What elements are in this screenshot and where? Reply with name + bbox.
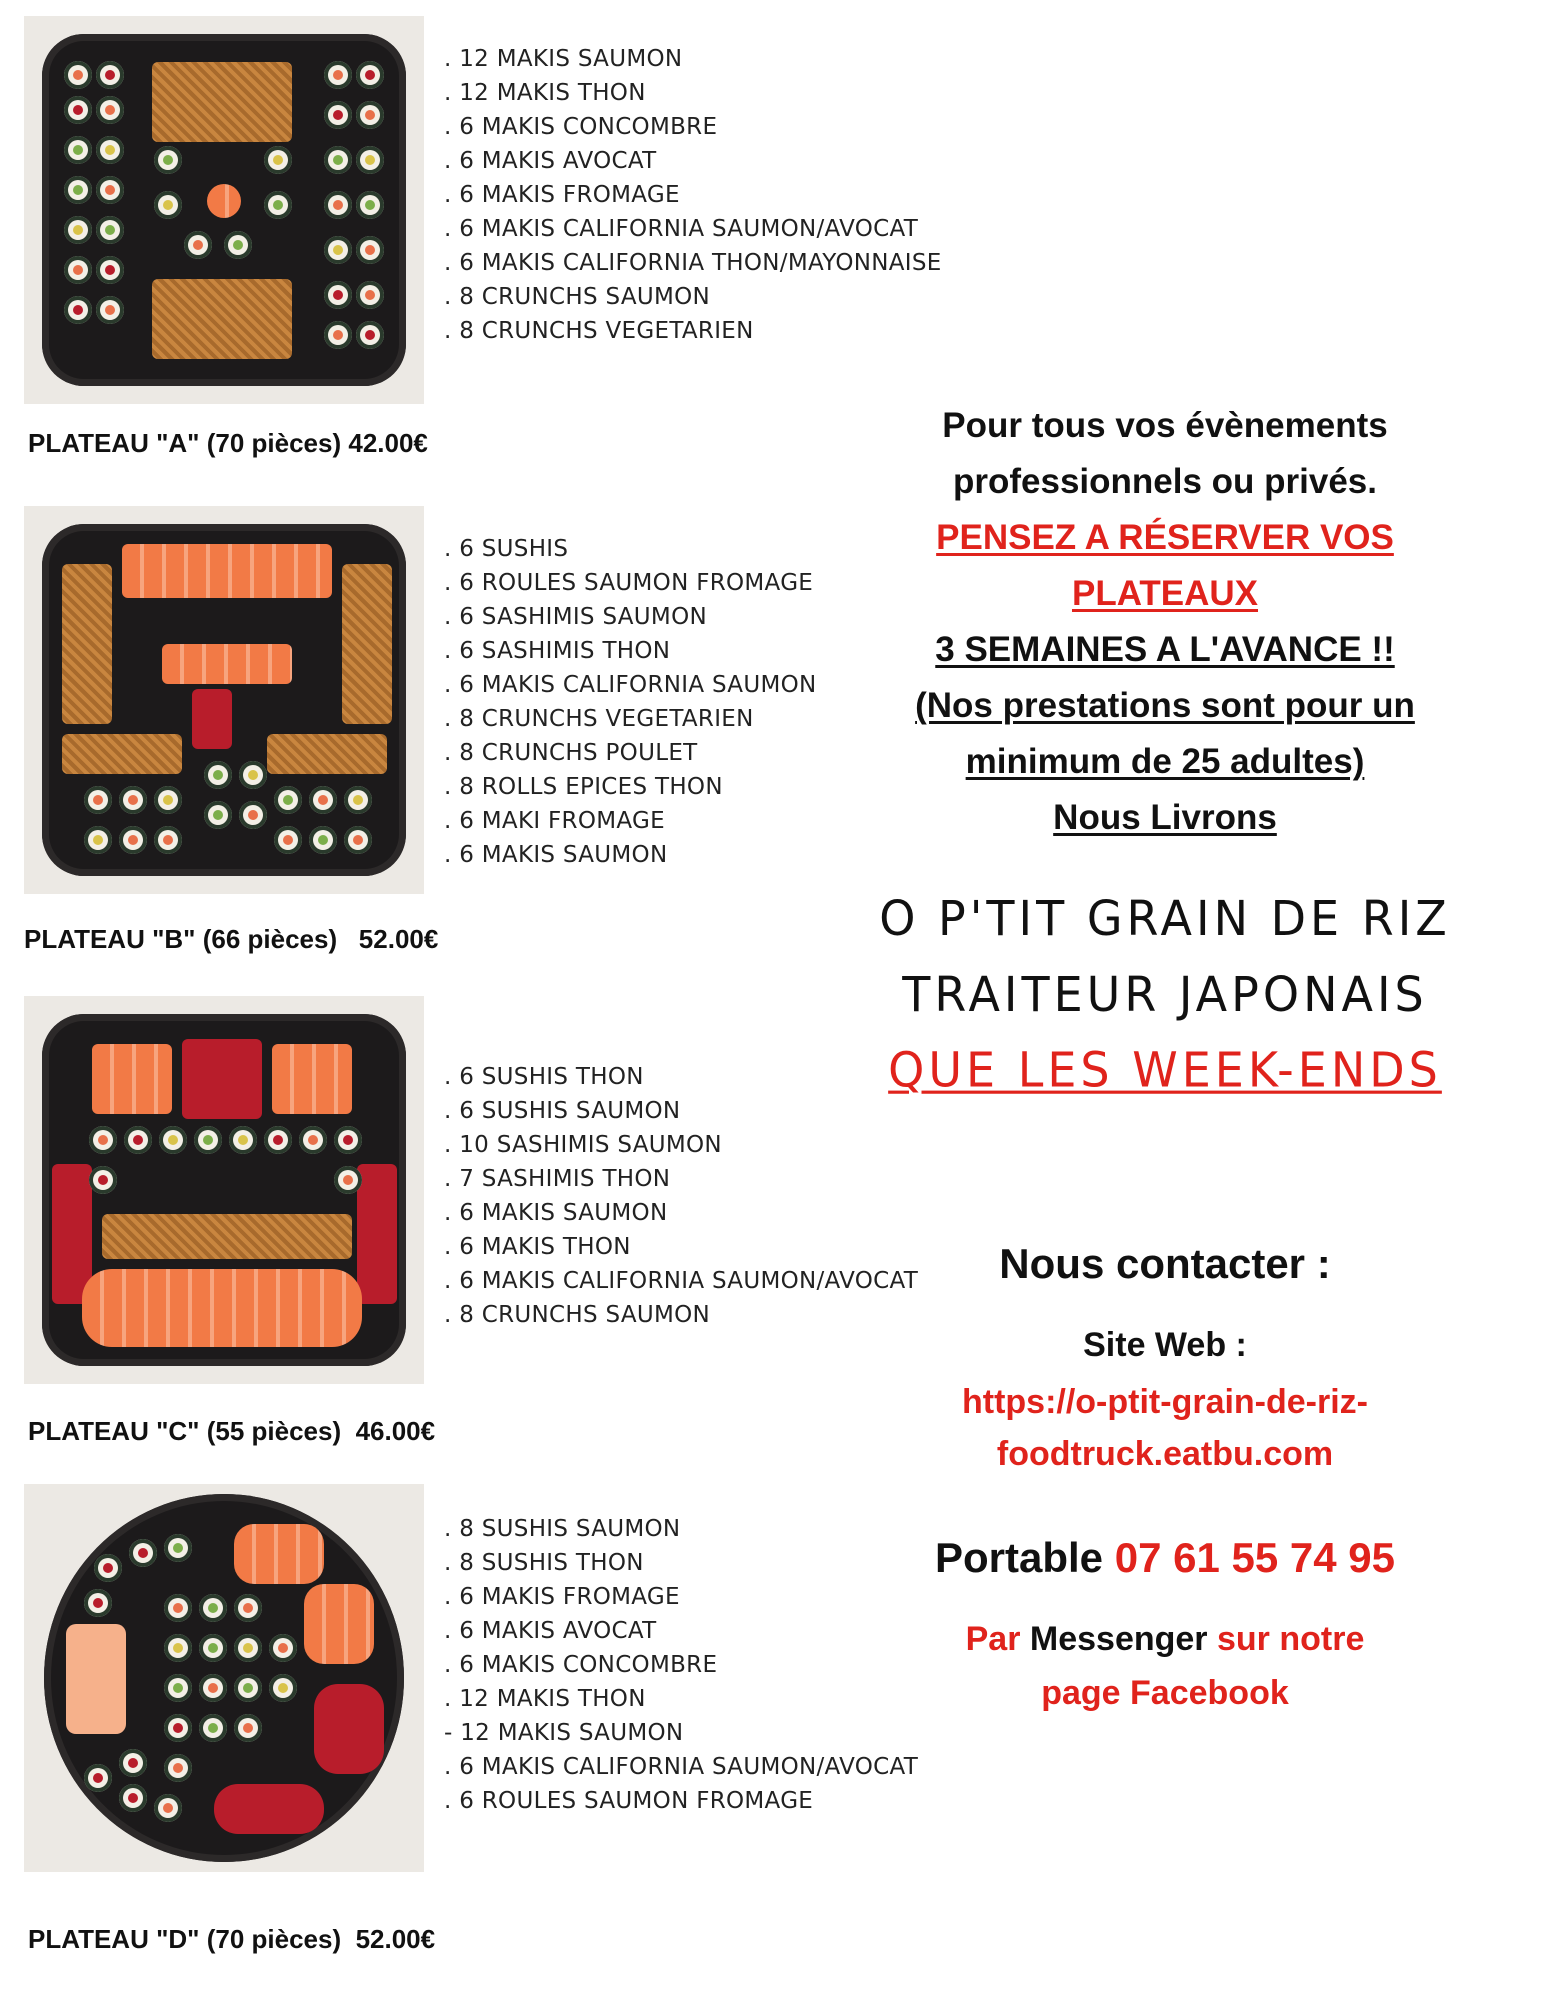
list-item: . 6 SUSHIS SAUMON bbox=[444, 1098, 681, 1124]
maki-roll bbox=[356, 61, 384, 89]
list-item: . 6 MAKI FROMAGE bbox=[444, 808, 665, 834]
plateau-d-title: PLATEAU "D" (70 pièces) 52.00€ bbox=[28, 1924, 436, 1954]
sushi-salmon-arc bbox=[304, 1584, 374, 1664]
maki-roll bbox=[164, 1634, 192, 1662]
list-item: . 8 SUSHIS THON bbox=[444, 1550, 644, 1576]
list-item: . 6 MAKIS AVOCAT bbox=[444, 148, 657, 174]
promo-line: professionnels ou privés. bbox=[953, 462, 1377, 501]
maki-roll bbox=[309, 786, 337, 814]
maki-roll bbox=[184, 231, 212, 259]
website-url-line[interactable]: foodtruck.eatbu.com bbox=[996, 1435, 1334, 1473]
plateau-d-photo bbox=[24, 1484, 424, 1872]
maki-roll bbox=[269, 1634, 297, 1662]
salmon-piece bbox=[207, 184, 241, 218]
maki-roll bbox=[234, 1674, 262, 1702]
crunch-row bbox=[62, 734, 182, 774]
maki-roll bbox=[159, 1126, 187, 1154]
maki-roll bbox=[229, 1126, 257, 1154]
maki-roll bbox=[234, 1714, 262, 1742]
list-item: . 6 MAKIS CALIFORNIA SAUMON/AVOCAT bbox=[444, 216, 919, 242]
maki-roll bbox=[356, 146, 384, 174]
maki-roll bbox=[224, 231, 252, 259]
list-item: . 8 SUSHIS SAUMON bbox=[444, 1516, 681, 1542]
maki-roll bbox=[64, 256, 92, 284]
salmon-row bbox=[122, 544, 332, 598]
list-item: . 6 MAKIS CALIFORNIA SAUMON/AVOCAT bbox=[444, 1754, 919, 1780]
plateau-b-photo bbox=[24, 506, 424, 894]
crunch-row bbox=[102, 1214, 352, 1259]
maki-roll bbox=[324, 61, 352, 89]
maki-roll bbox=[164, 1674, 192, 1702]
brand-name: O P'TIT GRAIN DE RIZ bbox=[879, 890, 1451, 947]
plateau-c-title: PLATEAU "C" (55 pièces) 46.00€ bbox=[28, 1416, 436, 1446]
reservation-notice: PLATEAUX bbox=[1071, 574, 1259, 613]
reservation-notice: PENSEZ A RÉSERVER VOS bbox=[936, 518, 1394, 557]
list-item: . 6 MAKIS FROMAGE bbox=[444, 182, 680, 208]
plateau-b-title: PLATEAU "B" (66 pièces) 52.00€ bbox=[24, 924, 439, 954]
maki-roll bbox=[89, 1166, 117, 1194]
brand-tagline: TRAITEUR JAPONAIS bbox=[902, 965, 1428, 1023]
list-item: . 6 MAKIS AVOCAT bbox=[444, 1618, 657, 1644]
maki-roll bbox=[324, 191, 352, 219]
weekend-notice: QUE LES WEEK-ENDS bbox=[888, 1041, 1442, 1098]
maki-roll bbox=[154, 191, 182, 219]
minimum-notice: (Nos prestations sont pour un bbox=[915, 686, 1415, 725]
maki-roll bbox=[356, 321, 384, 349]
maki-roll bbox=[94, 1554, 122, 1582]
maki-roll bbox=[96, 256, 124, 284]
maki-roll bbox=[119, 1784, 147, 1812]
list-item: . 6 MAKIS THON bbox=[444, 1234, 631, 1260]
maki-roll bbox=[334, 1166, 362, 1194]
maki-roll bbox=[119, 786, 147, 814]
list-item: . 7 SASHIMIS THON bbox=[444, 1166, 671, 1192]
messenger-text: Par bbox=[965, 1620, 1021, 1658]
advance-notice: 3 SEMAINES A L'AVANCE !! bbox=[935, 630, 1395, 669]
list-item: . 8 CRUNCHS VEGETARIEN bbox=[444, 706, 754, 732]
maki-roll bbox=[84, 826, 112, 854]
sashimi-salmon bbox=[272, 1044, 352, 1114]
plateau-a-items bbox=[444, 42, 942, 348]
crunch-row bbox=[267, 734, 387, 774]
list-item: . 6 MAKIS SAUMON bbox=[444, 1200, 668, 1226]
maki-roll bbox=[309, 826, 337, 854]
plateau-d-items bbox=[444, 1512, 918, 1818]
maki-roll bbox=[119, 1749, 147, 1777]
maki-roll bbox=[64, 96, 92, 124]
maki-roll bbox=[199, 1594, 227, 1622]
list-item: . 10 SASHIMIS SAUMON bbox=[444, 1132, 722, 1158]
list-item: . 6 MAKIS SAUMON bbox=[444, 842, 668, 868]
maki-roll bbox=[324, 236, 352, 264]
maki-roll bbox=[64, 136, 92, 164]
maki-roll bbox=[334, 1126, 362, 1154]
maki-roll bbox=[154, 146, 182, 174]
maki-roll bbox=[164, 1754, 192, 1782]
sushi-tuna bbox=[357, 1164, 397, 1304]
phone-number[interactable]: 07 61 55 74 95 bbox=[1114, 1534, 1395, 1581]
maki-roll bbox=[129, 1539, 157, 1567]
list-item: . 6 MAKIS FROMAGE bbox=[444, 1584, 680, 1610]
maki-roll bbox=[324, 101, 352, 129]
list-item: . 8 CRUNCHS SAUMON bbox=[444, 1302, 711, 1328]
maki-roll bbox=[89, 1126, 117, 1154]
list-item: - 12 MAKIS SAUMON bbox=[444, 1720, 684, 1746]
maki-roll bbox=[84, 786, 112, 814]
list-item: . 6 SUSHIS bbox=[444, 536, 569, 562]
list-item: . 6 MAKIS CONCOMBRE bbox=[444, 114, 718, 140]
crunch-column bbox=[62, 564, 112, 724]
list-item: . 6 ROULES SAUMON FROMAGE bbox=[444, 1788, 814, 1814]
maki-roll bbox=[64, 176, 92, 204]
maki-roll bbox=[269, 1674, 297, 1702]
phone-label: Portable bbox=[935, 1534, 1104, 1581]
list-item: . 12 MAKIS THON bbox=[444, 1686, 646, 1712]
maki-roll bbox=[234, 1594, 262, 1622]
list-item: . 12 MAKIS THON bbox=[444, 80, 646, 106]
maki-roll bbox=[164, 1714, 192, 1742]
facebook-page-link[interactable]: page Facebook bbox=[1041, 1674, 1289, 1712]
contact-title: Nous contacter : bbox=[999, 1240, 1331, 1287]
list-item: . 8 CRUNCHS POULET bbox=[444, 740, 698, 766]
maki-roll bbox=[356, 236, 384, 264]
sushi-tuna-arc bbox=[214, 1784, 324, 1834]
maki-roll bbox=[239, 761, 267, 789]
sashimi-tuna bbox=[192, 689, 232, 749]
maki-roll bbox=[124, 1126, 152, 1154]
website-url-line[interactable]: https://o-ptit-grain-de-riz- bbox=[961, 1383, 1369, 1421]
maki-roll bbox=[119, 826, 147, 854]
maki-roll bbox=[204, 801, 232, 829]
crunch-row bbox=[152, 279, 292, 359]
list-item: . 6 MAKIS CALIFORNIA THON/MAYONNAISE bbox=[444, 250, 942, 276]
promo-block bbox=[860, 398, 1470, 846]
list-item: . 6 MAKIS CALIFORNIA SAUMON bbox=[444, 672, 817, 698]
minimum-notice: minimum de 25 adultes) bbox=[965, 742, 1365, 781]
maki-roll bbox=[154, 786, 182, 814]
sushi-tuna-arc bbox=[314, 1684, 384, 1774]
list-item: . 6 ROULES SAUMON FROMAGE bbox=[444, 570, 814, 596]
list-item: . 6 MAKIS CONCOMBRE bbox=[444, 1652, 718, 1678]
list-item: . 6 SASHIMIS SAUMON bbox=[444, 604, 707, 630]
sushi-tray-d bbox=[44, 1494, 404, 1862]
messenger-text: sur notre bbox=[1217, 1620, 1365, 1658]
sushi-salmon-row bbox=[82, 1269, 362, 1347]
crunch-column bbox=[342, 564, 392, 724]
sashimi-salmon bbox=[162, 644, 292, 684]
maki-roll bbox=[199, 1634, 227, 1662]
maki-roll bbox=[64, 61, 92, 89]
maki-roll bbox=[194, 1126, 222, 1154]
maki-roll bbox=[274, 826, 302, 854]
maki-roll bbox=[96, 176, 124, 204]
maki-roll bbox=[324, 321, 352, 349]
plateau-b-items bbox=[444, 532, 817, 872]
list-item: . 6 MAKIS CALIFORNIA SAUMON/AVOCAT bbox=[444, 1268, 919, 1294]
maki-roll bbox=[84, 1764, 112, 1792]
maki-roll bbox=[234, 1634, 262, 1662]
promo-line: Pour tous vos évènements bbox=[942, 406, 1388, 445]
maki-roll bbox=[96, 96, 124, 124]
maki-roll bbox=[264, 1126, 292, 1154]
maki-roll bbox=[204, 761, 232, 789]
website-link[interactable] bbox=[860, 1376, 1470, 1480]
maki-roll bbox=[96, 136, 124, 164]
list-item: . 6 SUSHIS THON bbox=[444, 1064, 644, 1090]
messenger-block bbox=[860, 1612, 1470, 1720]
messenger-link[interactable]: Messenger bbox=[1029, 1620, 1208, 1658]
maki-roll bbox=[356, 281, 384, 309]
maki-roll bbox=[324, 146, 352, 174]
maki-roll bbox=[299, 1126, 327, 1154]
delivery-notice: Nous Livrons bbox=[1053, 798, 1277, 837]
phone-block bbox=[860, 1534, 1470, 1582]
maki-roll bbox=[64, 296, 92, 324]
maki-roll bbox=[84, 1589, 112, 1617]
list-item: . 8 ROLLS EPICES THON bbox=[444, 774, 723, 800]
maki-roll bbox=[64, 216, 92, 244]
maki-roll bbox=[96, 296, 124, 324]
plateau-a-photo bbox=[24, 16, 424, 404]
list-item: . 8 CRUNCHS VEGETARIEN bbox=[444, 318, 754, 344]
plateau-a-title: PLATEAU "A" (70 pièces) 42.00€ bbox=[28, 428, 428, 458]
plateau-c-items bbox=[444, 1060, 918, 1332]
maki-roll bbox=[264, 191, 292, 219]
maki-roll bbox=[356, 101, 384, 129]
site-label: Site Web : bbox=[1083, 1326, 1247, 1364]
roule-saumon-fromage bbox=[66, 1624, 126, 1734]
maki-roll bbox=[274, 786, 302, 814]
maki-roll bbox=[356, 191, 384, 219]
maki-roll bbox=[96, 61, 124, 89]
crunch-row bbox=[152, 62, 292, 142]
brand-block bbox=[860, 881, 1470, 1108]
maki-roll bbox=[154, 826, 182, 854]
list-item: . 8 CRUNCHS SAUMON bbox=[444, 284, 711, 310]
sushi-salmon-arc bbox=[234, 1524, 324, 1584]
maki-roll bbox=[264, 146, 292, 174]
maki-roll bbox=[199, 1714, 227, 1742]
list-item: . 12 MAKIS SAUMON bbox=[444, 46, 683, 72]
sashimi-salmon bbox=[92, 1044, 172, 1114]
maki-roll bbox=[324, 281, 352, 309]
maki-roll bbox=[344, 786, 372, 814]
maki-roll bbox=[154, 1794, 182, 1822]
sashimi-tuna bbox=[182, 1039, 262, 1119]
maki-roll bbox=[344, 826, 372, 854]
list-item: . 6 SASHIMIS THON bbox=[444, 638, 671, 664]
maki-roll bbox=[164, 1594, 192, 1622]
maki-roll bbox=[96, 216, 124, 244]
maki-roll bbox=[199, 1674, 227, 1702]
maki-roll bbox=[164, 1534, 192, 1562]
maki-roll bbox=[239, 801, 267, 829]
plateau-c-photo bbox=[24, 996, 424, 1384]
